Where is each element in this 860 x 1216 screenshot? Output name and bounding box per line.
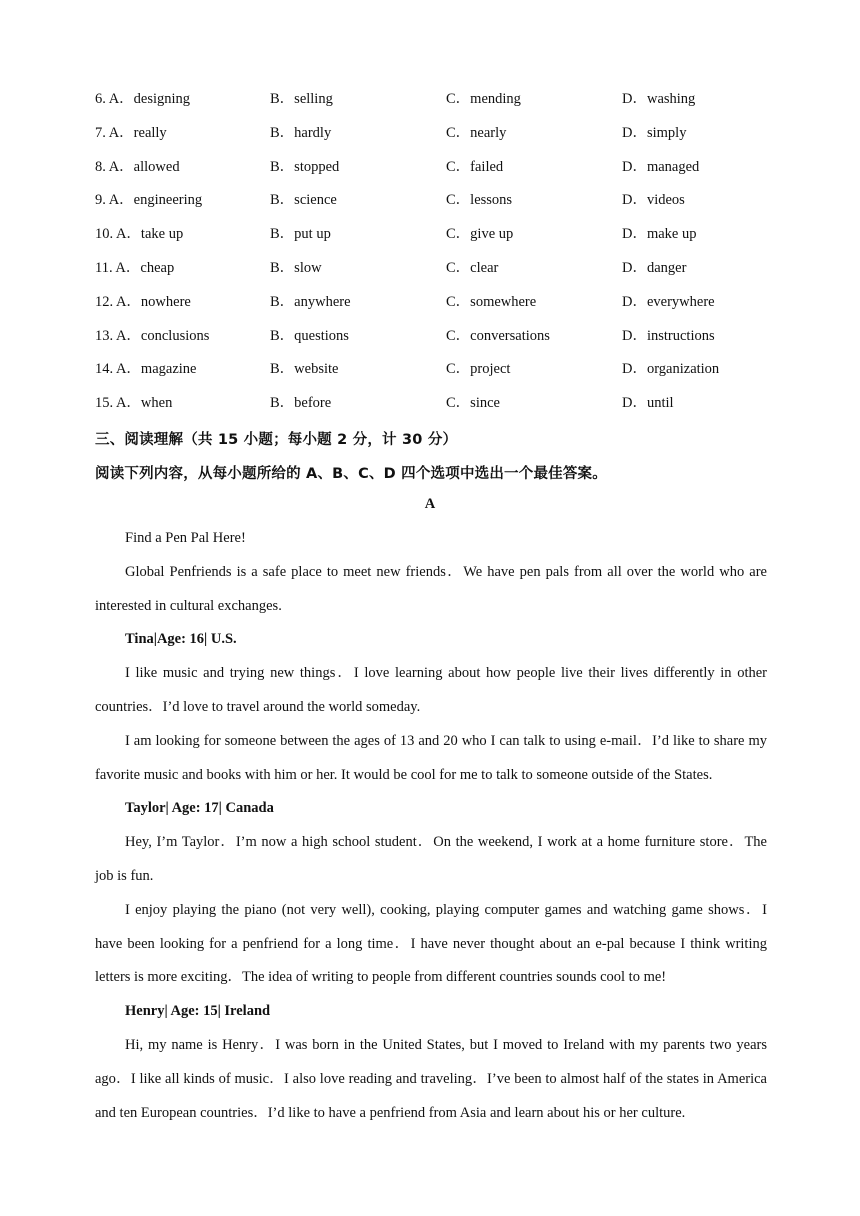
option-a: 11. A．cheap — [95, 259, 175, 276]
section-title: 三、阅读理解（共 15 小题；每小题 2 分，计 30 分） — [95, 432, 458, 448]
question-row — [95, 358, 795, 392]
option-b: B．put up — [270, 226, 331, 243]
option-c: C．project — [446, 361, 511, 378]
option-d: D．organization — [622, 361, 720, 378]
option-d: D．make up — [622, 226, 697, 243]
option-c: C．somewhere — [446, 293, 537, 310]
question-row — [95, 392, 795, 426]
option-a: 14. A．magazine — [95, 361, 197, 378]
option-d: D．instructions — [622, 327, 715, 344]
option-b: B．anywhere — [270, 293, 351, 310]
passage-title: Find a Pen Pal Here! — [125, 530, 246, 546]
option-c: C．lessons — [446, 192, 513, 209]
option-a: 6. A．designing — [95, 91, 191, 107]
question-row — [95, 291, 795, 325]
profile-paragraph: I am looking for someone between the ages of 13 and 20 who I can talk to using e-mail．I’d like to share my favorite music and books with him or her. It would be cool for me to talk to someone outside of the States. — [95, 732, 767, 783]
passage-body — [95, 522, 767, 1130]
option-a: 13. A．conclusions — [95, 327, 210, 344]
question-row — [95, 223, 795, 257]
option-d: D．managed — [622, 158, 700, 175]
option-b: B．stopped — [270, 158, 340, 175]
option-b: B．website — [270, 361, 339, 378]
profile-paragraph: Hey, I’m Taylor．I’m now a high school student．On the weekend, I work at a home furniture store．The job is fun. — [95, 834, 767, 884]
passage-intro: Global Penfriends is a safe place to meet new friends．We have pen pals from all over the world who are interested in cultural exchanges. — [95, 563, 767, 614]
option-c: C．failed — [446, 158, 504, 175]
option-b: B．before — [270, 395, 332, 412]
option-a: 8. A．allowed — [95, 158, 180, 175]
profile-paragraph: I enjoy playing the piano (not very well), cooking, playing computer games and watching game shows．I have been looking for a penfriend for a long time．I have never thought about an e-pal because I think writing letters is more exciting．The idea of writing to people from different countries sounds cool to me! — [95, 901, 767, 986]
option-b: B．science — [270, 192, 337, 209]
question-row — [95, 88, 795, 122]
option-c: C．give up — [446, 226, 514, 243]
option-a: 10. A．take up — [95, 226, 184, 243]
option-c: C．mending — [446, 91, 521, 107]
option-b: B．questions — [270, 327, 349, 344]
passage-label: A — [424, 496, 436, 512]
option-c: C．conversations — [446, 327, 550, 344]
option-a: 9. A．engineering — [95, 192, 203, 209]
question-row — [95, 122, 795, 156]
option-b: B．selling — [270, 91, 333, 107]
option-b: B．hardly — [270, 124, 332, 141]
option-a: 15. A．when — [95, 395, 173, 412]
question-row — [95, 156, 795, 190]
question-row — [95, 325, 795, 359]
option-a: 12. A．nowhere — [95, 293, 191, 310]
option-d: D．simply — [622, 124, 687, 141]
option-d: D．washing — [622, 91, 696, 107]
question-row — [95, 257, 795, 291]
option-a: 7. A．really — [95, 124, 167, 141]
profile-paragraph: Hi, my name is Henry．I was born in the United States, but I moved to Ireland with my parents two years ago．I like all kinds of music．I also love reading and traveling．I’ve been to almost half of the states in America and ten European countries．I’d like to have a penfriend from Asia and learn about his or her culture. — [95, 1036, 767, 1121]
profile-paragraph: I like music and trying new things．I love learning about how people live their lives differently in other countries．I’d love to travel around the world someday. — [95, 665, 767, 715]
profile-header-tina: Tina|Age: 16| U.S. — [125, 631, 237, 648]
option-d: D．videos — [622, 192, 685, 209]
option-d: D．danger — [622, 259, 687, 276]
options-list — [95, 88, 795, 426]
option-c: C．nearly — [446, 124, 507, 141]
option-d: D．everywhere — [622, 293, 715, 310]
section-instruction: 阅读下列内容，从每小题所给的 A、B、C、D 四个选项中选出一个最佳答案。 — [95, 466, 607, 482]
option-b: B．slow — [270, 259, 322, 276]
option-d: D．until — [622, 395, 674, 412]
profile-header-henry: Henry| Age: 15| Ireland — [125, 1003, 271, 1020]
option-c: C．clear — [446, 259, 499, 276]
profile-header-taylor: Taylor| Age: 17| Canada — [125, 800, 274, 817]
question-row — [95, 189, 795, 223]
option-c: C．since — [446, 395, 500, 412]
